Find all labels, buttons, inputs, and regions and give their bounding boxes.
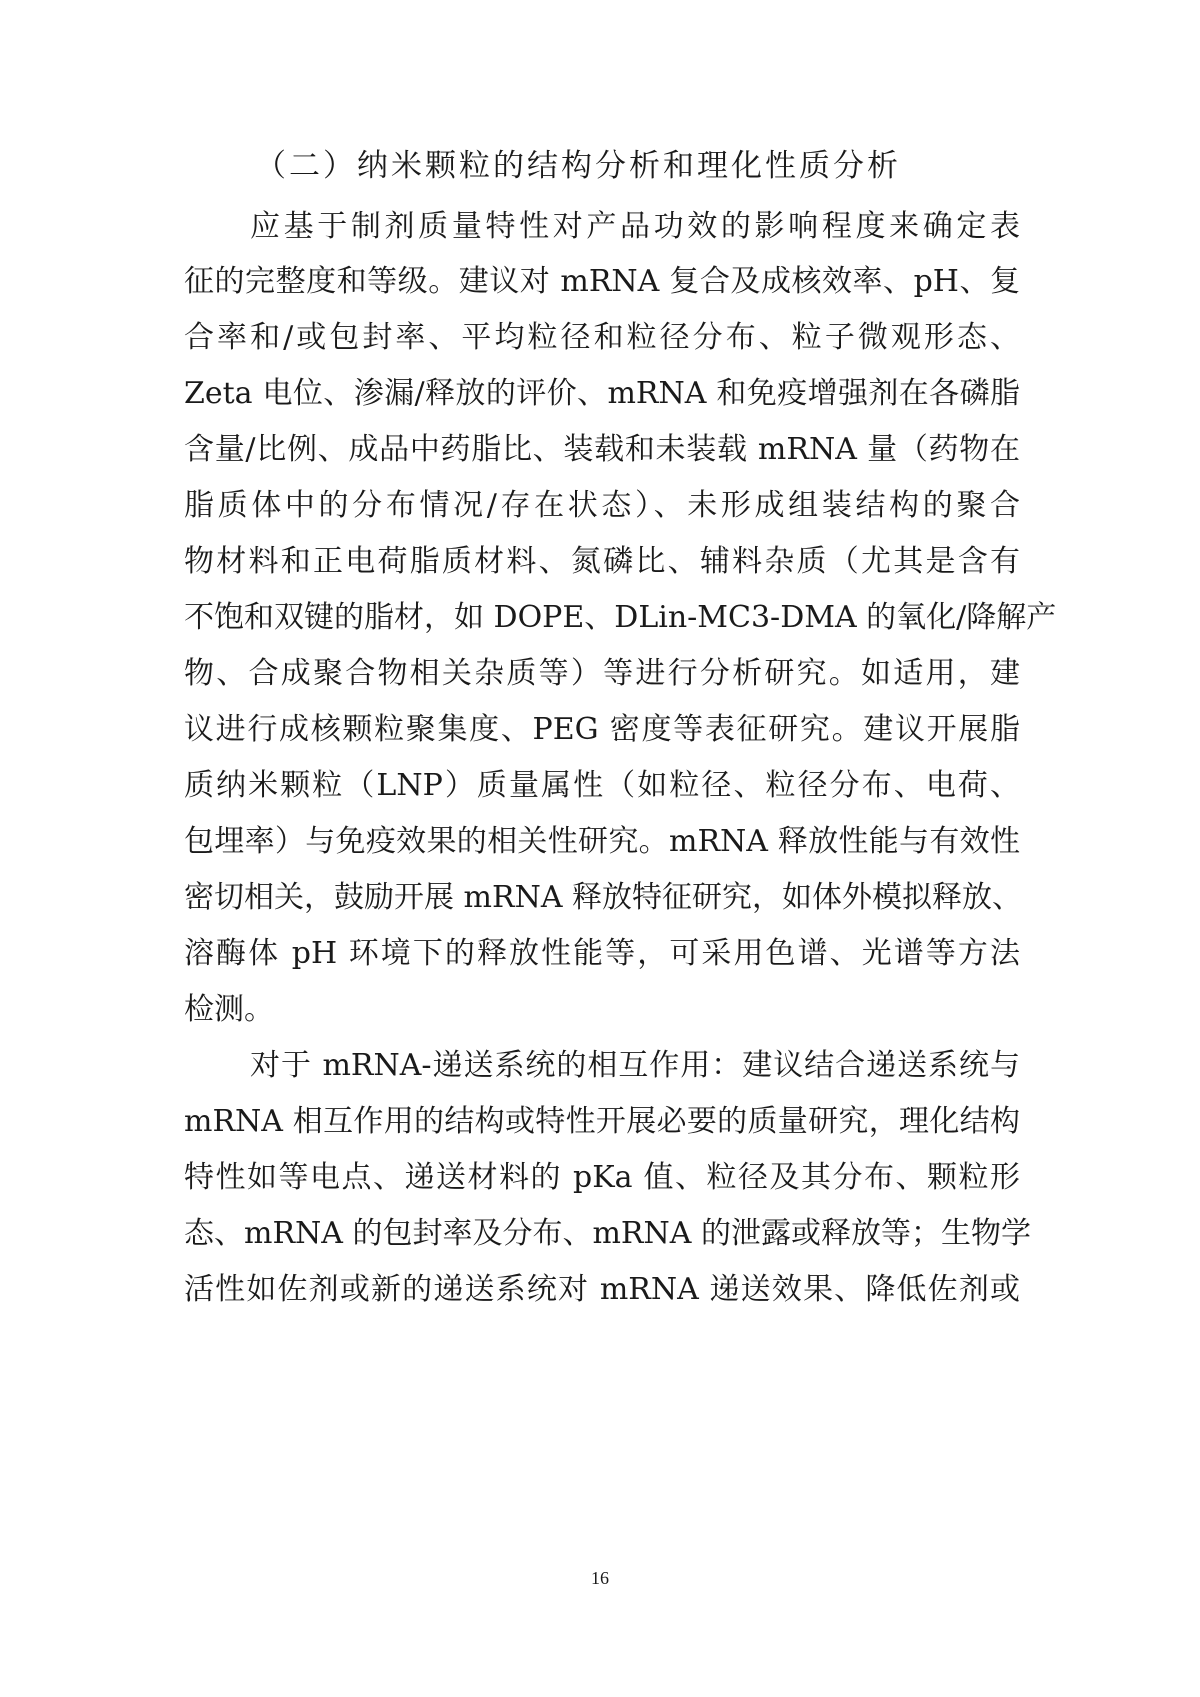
paragraph-line: 密切相关，鼓励开展 mRNA 释放特征研究，如体外模拟释放、: [184, 880, 1023, 915]
paragraph-line: 不饱和双键的脂材，如 DOPE、DLin-MC3-DMA 的氧化/降解产: [184, 600, 1057, 635]
paragraph-line: 包埋率）与免疫效果的相关性研究。mRNA 释放性能与有效性: [184, 824, 1020, 859]
paragraph-line: Zeta 电位、渗漏/释放的评价、mRNA 和免疫增强剂在各磷脂: [184, 376, 1020, 411]
paragraph-line: 含量/比例、成品中药脂比、装载和未装载 mRNA 量（药物在: [184, 432, 1020, 467]
page-number: 16: [591, 1568, 609, 1588]
paragraph-line: 物、合成聚合物相关杂质等）等进行分析研究。如适用，建: [184, 656, 1020, 691]
paragraph-line: 态、mRNA 的包封率及分布、mRNA 的泄露或释放等；生物学: [184, 1216, 1031, 1251]
paragraph-line: 应基于制剂质量特性对产品功效的影响程度来确定表: [250, 209, 1020, 244]
paragraph-line: 质纳米颗粒（LNP）质量属性（如粒径、粒径分布、电荷、: [184, 768, 1020, 803]
paragraph-line: 征的完整度和等级。建议对 mRNA 复合及成核效率、pH、复: [184, 264, 1020, 299]
paragraph-line: 议进行成核颗粒聚集度、PEG 密度等表征研究。建议开展脂: [184, 712, 1020, 747]
paragraph-line: 物材料和正电荷脂质材料、氮磷比、辅料杂质（尤其是含有: [184, 544, 1020, 579]
paragraph-line: 溶酶体 pH 环境下的释放性能等，可采用色谱、光谱等方法: [184, 936, 1020, 971]
paragraph-line: 活性如佐剂或新的递送系统对 mRNA 递送效果、降低佐剂或: [184, 1272, 1020, 1307]
paragraph-line: 检测。: [184, 992, 274, 1027]
paragraph-line: 合率和/或包封率、平均粒径和粒径分布、粒子微观形态、: [184, 320, 1020, 355]
paragraph-line: 脂质体中的分布情况/存在状态）、未形成组装结构的聚合: [184, 488, 1020, 523]
paragraph-line: 对于 mRNA-递送系统的相互作用：建议结合递送系统与: [250, 1048, 1020, 1083]
section-heading: （二）纳米颗粒的结构分析和理化性质分析: [255, 148, 901, 184]
paragraph-line: 特性如等电点、递送材料的 pKa 值、粒径及其分布、颗粒形: [184, 1160, 1020, 1195]
paragraph-line: mRNA 相互作用的结构或特性开展必要的质量研究，理化结构: [184, 1104, 1020, 1139]
